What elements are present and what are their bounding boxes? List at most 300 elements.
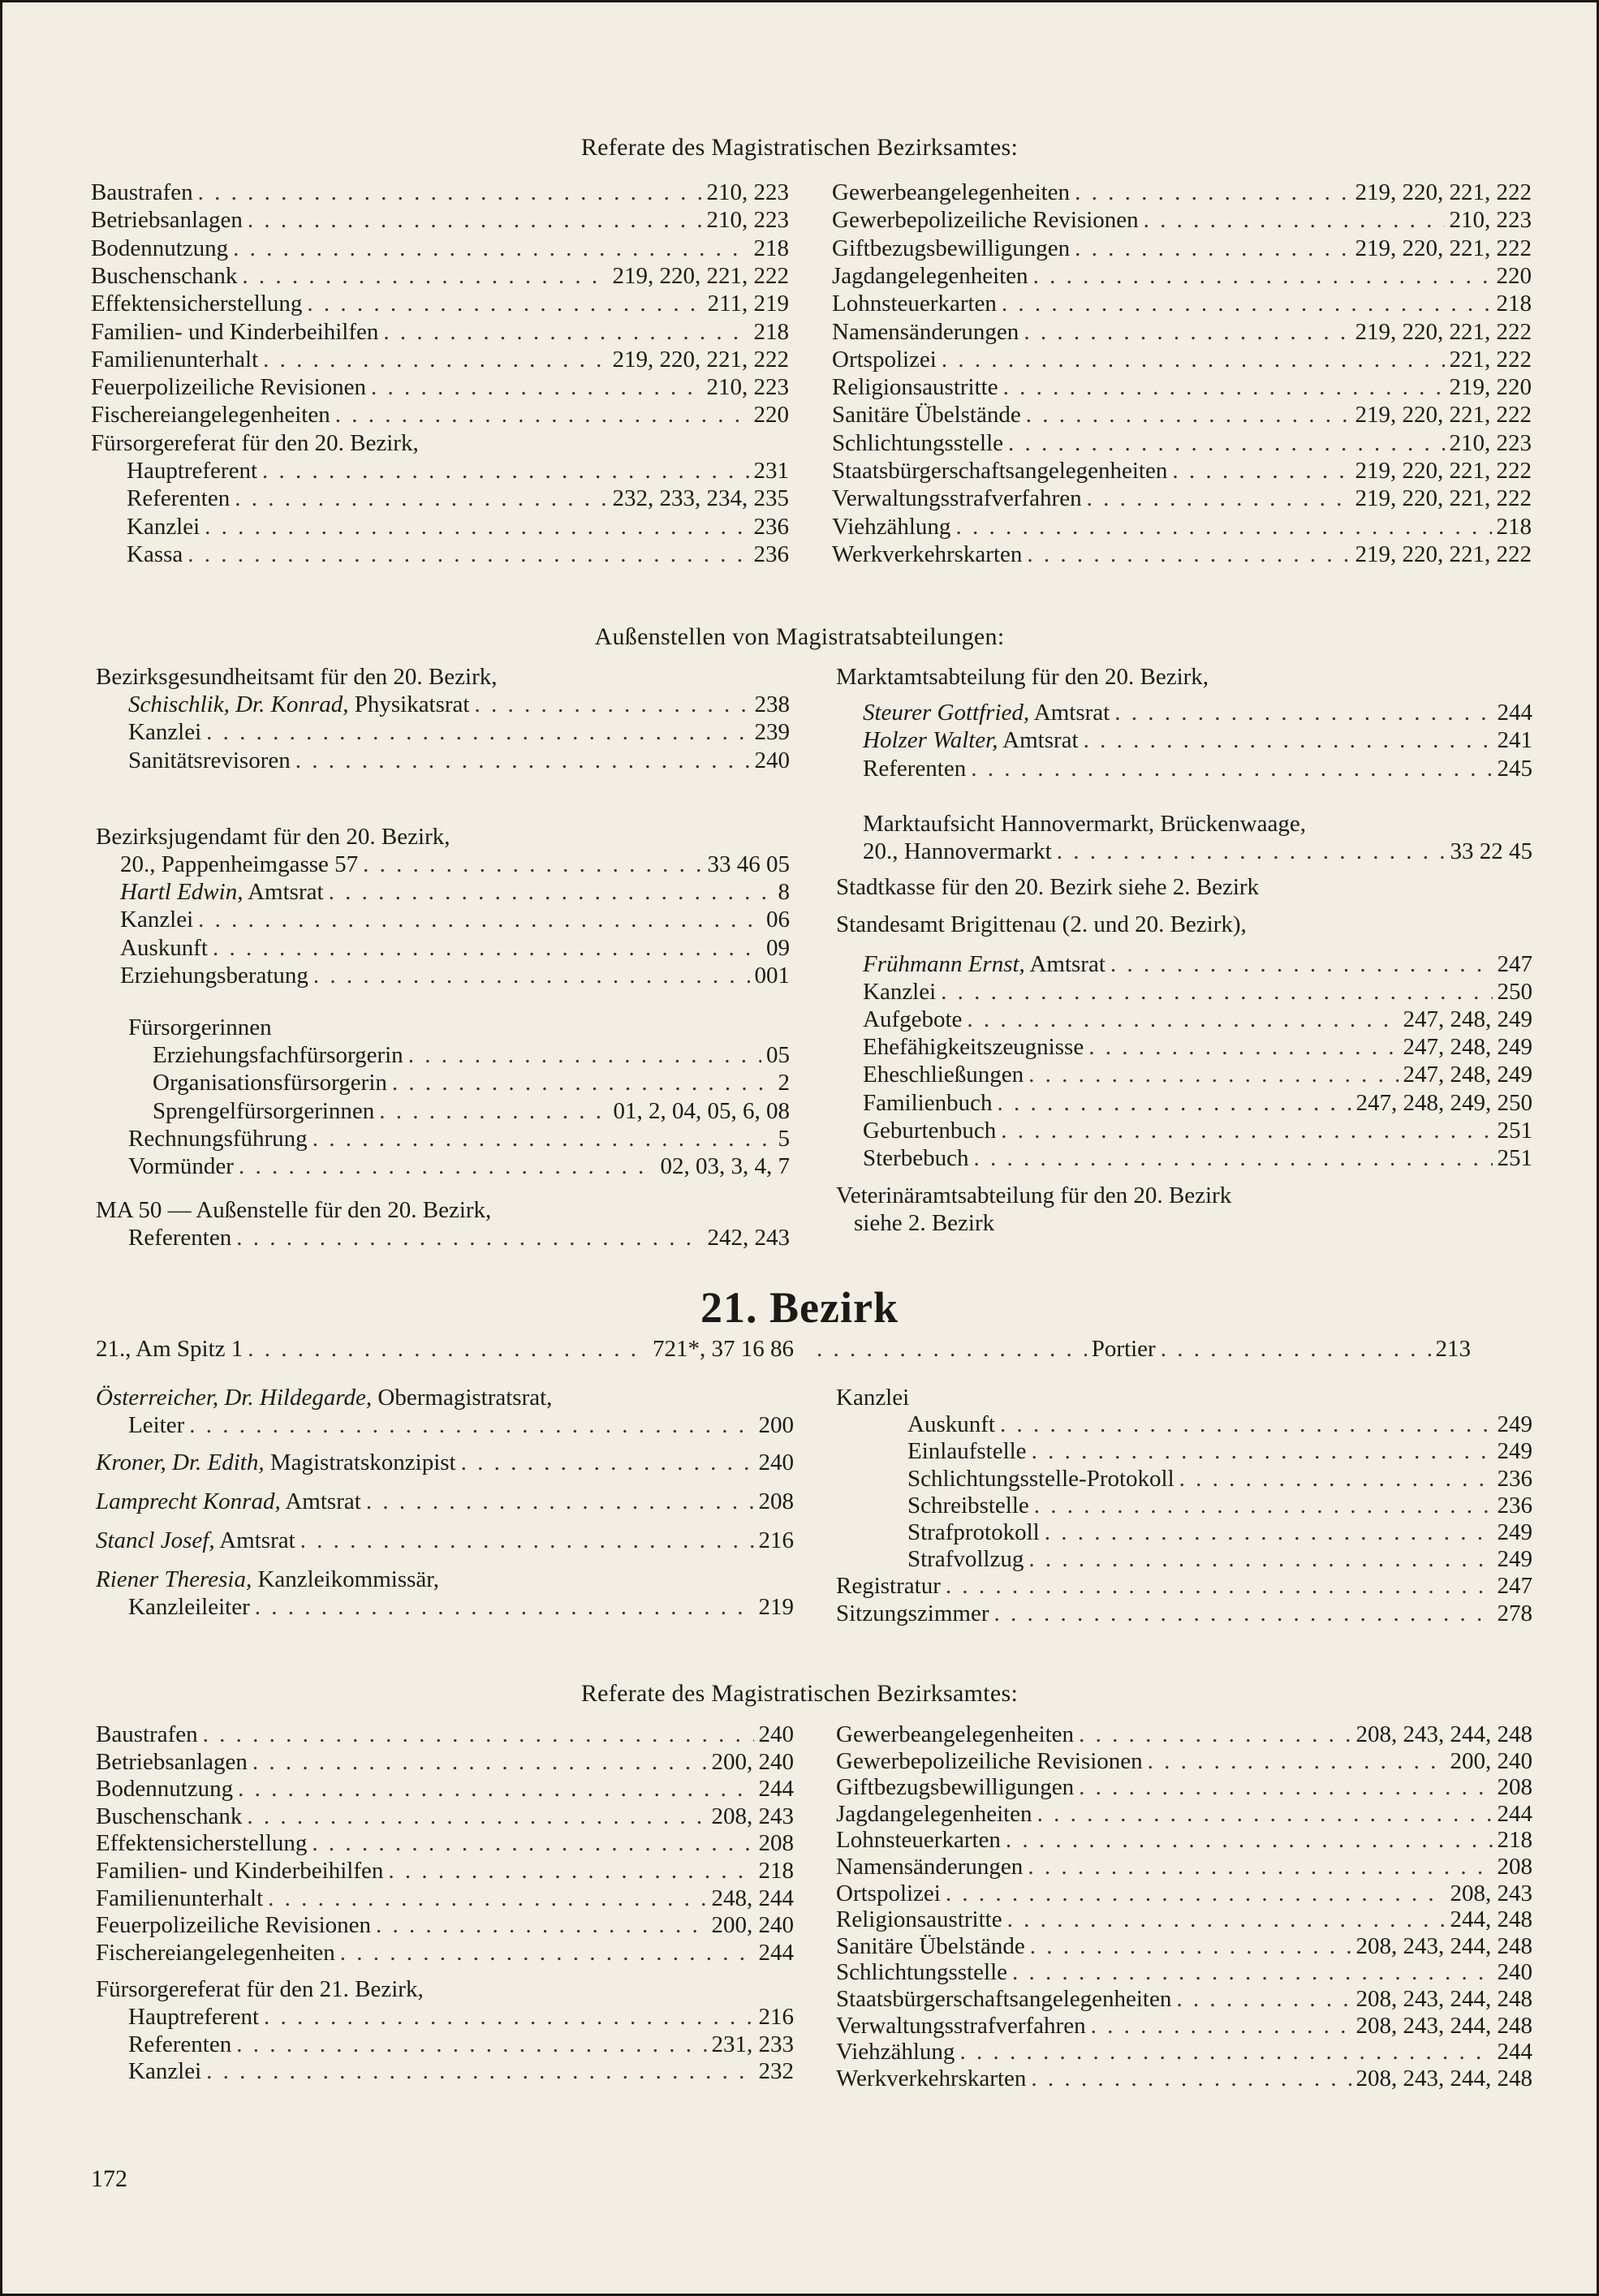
entry-label: Fischereiangelegenheiten (91, 402, 330, 428)
directory-entry (836, 1773, 1532, 1801)
directory-entry (96, 1721, 794, 1748)
entry-label: Erziehungsberatung (120, 963, 308, 989)
entry-value: 236 (1497, 1466, 1532, 1492)
leader-dots (1002, 290, 1492, 317)
entry-value: 232, 233, 234, 235 (612, 485, 789, 511)
leader-dots (1026, 401, 1351, 429)
entry-value: 218 (1497, 1827, 1532, 1853)
entry-value: 240 (758, 1450, 794, 1475)
entry-label: Feuerpolizeiliche Revisionen (96, 1912, 372, 1938)
directory-entry (96, 1527, 794, 1554)
directory-entry (863, 726, 1532, 754)
entry-label: Bodennutzung (96, 1776, 234, 1802)
entry-title: Magistratskonzipist (264, 1450, 456, 1475)
leader-dots (1161, 1335, 1431, 1363)
directory-entry (96, 1857, 794, 1885)
entry-label: Familienbuch (863, 1090, 993, 1116)
directory-entry (863, 810, 1532, 838)
leader-dots (239, 1152, 656, 1180)
directory-entry (836, 1853, 1532, 1880)
entry-name-italic: Steurer Gottfried, (863, 700, 1030, 726)
directory-entry (863, 838, 1532, 865)
entry-value: 210, 223 (706, 179, 789, 205)
entry-value: 247 (1497, 951, 1532, 977)
directory-entry (836, 1906, 1532, 1933)
directory-entry (96, 663, 790, 691)
entry-value: 244 (758, 1940, 794, 1966)
entry-label: Schlichtungsstelle (836, 1959, 1008, 1985)
leader-dots (236, 1224, 702, 1251)
entry-name-italic: Schischlik, Dr. Konrad, (128, 691, 349, 717)
leader-dots (1075, 179, 1350, 206)
leader-dots (198, 179, 702, 206)
directory-entry (128, 1593, 794, 1621)
directory-entry (120, 962, 790, 989)
directory-entry (832, 373, 1532, 401)
leader-dots (235, 485, 607, 512)
entry-label: Bezirksjugendamt für den 20. Bezirk, (96, 824, 450, 850)
directory-entry (96, 1748, 794, 1776)
entry-value: 01, 2, 04, 05, 6, 08 (613, 1098, 790, 1124)
entry-value: 247, 248, 249 (1403, 1062, 1532, 1088)
entry-value: 210, 223 (1449, 207, 1532, 233)
entry-label: Auskunft (907, 1411, 995, 1437)
leader-dots (1028, 1061, 1398, 1088)
leader-dots (1003, 373, 1445, 401)
leader-dots (242, 262, 607, 290)
entry-label (96, 1384, 552, 1411)
entry-label: Stadtkasse für den 20. Bezirk siehe 2. Bezirk (836, 874, 1260, 900)
entry-label: Baustrafen (91, 179, 193, 205)
entry-value: 33 46 05 (707, 851, 790, 877)
leader-dots (1079, 1721, 1351, 1748)
directory-entry (907, 1545, 1532, 1573)
leader-dots (1045, 1518, 1493, 1546)
directory-entry (96, 1488, 794, 1515)
entry-value: 218 (1496, 514, 1532, 540)
directory-entry (832, 318, 1532, 346)
entry-label: Aufgebote (863, 1006, 963, 1032)
directory-entry (96, 1196, 790, 1224)
directory-entry (832, 401, 1532, 429)
leader-dots (313, 962, 750, 989)
entry-name-italic: Österreicher, Dr. Hildegarde, (96, 1385, 373, 1411)
entry-name-italic: Frühmann Ernst, (863, 951, 1025, 977)
leader-dots (376, 1911, 706, 1939)
leader-dots (1179, 1465, 1493, 1493)
leader-dots (247, 1803, 706, 1830)
entry-label (120, 878, 324, 906)
entry-value: 218 (1496, 291, 1532, 317)
directory-entry (127, 541, 789, 568)
directory-entry (96, 1911, 794, 1939)
entry-value: 251 (1497, 1118, 1532, 1144)
leader-dots (1007, 1906, 1446, 1933)
entry-value: 219, 220, 221, 222 (1355, 319, 1532, 345)
directory-entry (96, 823, 790, 851)
entry-label: MA 50 — Außenstelle für den 20. Bezirk, (96, 1197, 492, 1223)
entry-label: Registratur (836, 1573, 941, 1599)
entry-value: 219, 220, 221, 222 (1355, 485, 1532, 511)
leader-dots (1087, 485, 1351, 512)
leader-dots (307, 290, 702, 317)
entry-label: Kanzlei (863, 979, 937, 1005)
leader-dots (1030, 1932, 1351, 1960)
entry-value: 249 (1497, 1519, 1532, 1545)
entry-value: 09 (766, 935, 790, 961)
leader-dots (955, 513, 1491, 541)
entry-label: Lohnsteuerkarten (836, 1827, 1001, 1853)
entry-value: 236 (753, 514, 789, 540)
leader-dots (1037, 1800, 1493, 1828)
leader-dots (1075, 235, 1350, 262)
entry-title: Amtsrat (243, 879, 324, 905)
entry-label: Staatsbürgerschaftsangelegenheiten (832, 458, 1168, 484)
entry-label: Kanzleileiter (128, 1594, 250, 1620)
leader-dots (340, 1939, 754, 1966)
entry-label: siehe 2. Bezirk (854, 1210, 995, 1236)
directory-entry (96, 1775, 794, 1803)
entry-value: 2 (778, 1070, 790, 1096)
entry-value: 231 (753, 458, 789, 484)
entry-value: 247, 248, 249 (1403, 1034, 1532, 1060)
entry-label: Namensänderungen (836, 1854, 1024, 1880)
entry-value: 251 (1497, 1145, 1532, 1171)
entry-value: 210, 223 (706, 207, 789, 233)
entry-value: 208, 243 (711, 1803, 794, 1829)
entry-title: Obermagistratsrat, (372, 1385, 553, 1411)
leader-dots (461, 1449, 754, 1476)
leader-dots (1031, 2065, 1351, 2092)
entry-label: Marktamtsabteilung für den 20. Bezirk, (836, 664, 1209, 690)
leader-dots (408, 1041, 761, 1069)
leader-dots (388, 1857, 753, 1885)
entry-value: 221, 222 (1449, 347, 1532, 373)
entry-label: Effektensicherstellung (96, 1830, 308, 1856)
referate-heading-20: Referate des Magistratischen Bezirksamtes: (580, 134, 1019, 161)
directory-entry (91, 262, 789, 290)
leader-dots (264, 2003, 753, 2031)
entry-label: Werkverkehrskarten (836, 2066, 1027, 2091)
directory-entry (832, 346, 1532, 373)
leader-dots (236, 2031, 706, 2058)
directory-entry (91, 206, 789, 234)
directory-entry (91, 429, 789, 457)
leader-dots (1148, 1747, 1446, 1775)
entry-value: 240 (758, 1721, 794, 1747)
entry-value: 244 (1497, 1801, 1532, 1827)
leader-dots (1114, 699, 1492, 726)
entry-title: Kanzleikommissär, (252, 1566, 440, 1592)
entry-value: 001 (754, 963, 790, 989)
entry-label (96, 1566, 439, 1593)
entry-label: Fürsorgereferat für den 20. Bezirk, (91, 430, 419, 456)
entry-value: 218 (753, 319, 789, 345)
entry-label: Vormünder (128, 1153, 234, 1179)
entry-name-italic: Lamprecht Konrad, (96, 1488, 281, 1514)
leader-dots (1057, 838, 1446, 865)
entry-value: 236 (753, 541, 789, 567)
entry-label: Kanzlei (128, 2058, 202, 2084)
entry-title: Amtsrat (280, 1488, 361, 1514)
leader-dots (329, 878, 774, 906)
district-21-phone: 721*, 37 16 86 (653, 1336, 794, 1362)
entry-label: Sanitäre Übelstände (832, 402, 1021, 428)
directory-entry (907, 1411, 1532, 1438)
entry-label: Strafprotokoll (907, 1519, 1040, 1545)
leader-dots (1001, 1117, 1492, 1144)
entry-value: 219, 220, 221, 222 (1355, 458, 1532, 484)
leader-dots (262, 457, 748, 485)
entry-title: Amtsrat (998, 727, 1079, 753)
directory-entry (96, 1384, 794, 1411)
leader-dots (1084, 726, 1493, 754)
directory-entry (96, 1939, 794, 1966)
leader-dots (971, 755, 1492, 782)
entry-value: 208 (1497, 1774, 1532, 1800)
entry-value: 232 (758, 2058, 794, 2084)
leader-dots (1144, 206, 1445, 234)
entry-label: Gewerbeangelegenheiten (836, 1721, 1075, 1747)
leader-dots (1110, 950, 1493, 978)
directory-entry (128, 2057, 794, 2085)
directory-entry (832, 541, 1532, 568)
leader-dots (335, 401, 749, 429)
directory-entry (91, 401, 789, 429)
entry-label (863, 726, 1079, 754)
entry-value: 278 (1497, 1600, 1532, 1626)
leader-dots (363, 851, 702, 878)
entry-value: 219, 220, 221, 222 (1355, 541, 1532, 567)
leader-dots (967, 1006, 1398, 1033)
district-21-address: 21., Am Spitz 1 (96, 1336, 244, 1362)
directory-entry (832, 457, 1532, 485)
entry-value: 208, 243, 244, 248 (1355, 1933, 1532, 1959)
entry-label: Schreibstelle (907, 1493, 1029, 1518)
entry-value: 208 (1497, 1854, 1532, 1880)
entry-label: Ehefähigkeitszeugnisse (863, 1034, 1084, 1060)
directory-entry (836, 2012, 1532, 2040)
entry-value: 208, 243 (1450, 1880, 1532, 1906)
directory-entry (836, 1721, 1532, 1748)
entry-title: Physikatsrat (348, 691, 470, 717)
entry-value: 231, 233 (711, 2031, 794, 2057)
entry-value: 220 (753, 402, 789, 428)
entry-label: Schlichtungsstelle (832, 430, 1004, 456)
referate-heading-21: Referate des Magistratischen Bezirksamtes: (580, 1680, 1019, 1707)
district-21-portier-value: 213 (1435, 1336, 1471, 1362)
directory-entry (120, 934, 790, 962)
entry-value: 06 (766, 907, 790, 933)
entry-label: Werkverkehrskarten (832, 541, 1023, 567)
leader-dots (1028, 1545, 1492, 1573)
leader-dots (392, 1069, 774, 1096)
directory-entry (127, 513, 789, 541)
entry-label: Leiter (128, 1412, 185, 1438)
entry-label: Ortspolizei (832, 347, 937, 373)
directory-entry (836, 1932, 1532, 1960)
entry-label: Lohnsteuerkarten (832, 291, 997, 317)
directory-entry (128, 1125, 790, 1152)
entry-label: Namensänderungen (832, 319, 1019, 345)
entry-value: 247, 248, 249, 250 (1355, 1090, 1532, 1116)
directory-entry (96, 1829, 794, 1857)
directory-entry (96, 1449, 794, 1476)
entry-label: Kanzlei (128, 719, 202, 745)
entry-value: 219, 220, 221, 222 (612, 263, 789, 289)
entry-label: Sanitäre Übelstände (836, 1933, 1025, 1959)
entry-value: 249 (1497, 1546, 1532, 1572)
leader-dots (198, 906, 761, 933)
entry-label: Religionsaustritte (832, 374, 998, 400)
entry-label: Baustrafen (96, 1721, 198, 1747)
entry-label (863, 699, 1110, 726)
entry-label: Familien- und Kinderbeihilfen (96, 1858, 384, 1884)
directory-entry (863, 1089, 1532, 1117)
leader-dots (1034, 1492, 1493, 1519)
entry-value: 219, 220, 221, 222 (1355, 179, 1532, 205)
entry-value: 236 (1497, 1493, 1532, 1518)
entry-value: 219 (758, 1594, 794, 1620)
entry-value: 244 (1497, 700, 1532, 726)
entry-label: Ortspolizei (836, 1880, 941, 1906)
directory-entry (836, 1572, 1532, 1600)
directory-entry (836, 911, 1532, 938)
leader-dots (1027, 541, 1350, 568)
directory-entry (907, 1437, 1532, 1465)
directory-entry (91, 179, 789, 206)
directory-entry (153, 1097, 790, 1125)
entry-label: Hauptreferent (127, 458, 258, 484)
leader-dots (817, 1335, 1087, 1363)
leader-dots (946, 1572, 1493, 1600)
directory-entry (863, 1117, 1532, 1144)
directory-entry (128, 718, 790, 746)
leader-dots (312, 1125, 774, 1152)
directory-entry (836, 1880, 1532, 1907)
directory-entry (832, 290, 1532, 317)
entry-value: 208, 243, 244, 248 (1355, 1986, 1532, 2012)
entry-value: 02, 03, 3, 4, 7 (660, 1153, 790, 1179)
entry-value: 249 (1497, 1438, 1532, 1464)
leader-dots (213, 934, 761, 962)
entry-title: Amtsrat (1024, 951, 1106, 977)
directory-entry (907, 1518, 1532, 1546)
entry-label: Sanitätsrevisoren (128, 747, 291, 773)
entry-title: Amtsrat (214, 1527, 295, 1553)
directory-entry (836, 663, 1532, 691)
directory-entry (120, 851, 790, 878)
entry-value: 245 (1497, 756, 1532, 782)
leader-dots (997, 1089, 1351, 1117)
entry-value: 208 (758, 1830, 794, 1856)
entry-value: 208, 243, 244, 248 (1355, 2066, 1532, 2091)
leader-dots (1032, 1437, 1493, 1465)
entry-value: 211, 219 (707, 291, 789, 317)
directory-entry (836, 1384, 1532, 1411)
entry-value: 247 (1497, 1573, 1532, 1599)
leader-dots (1088, 1033, 1398, 1061)
entry-value: 218 (753, 235, 789, 261)
directory-entry (832, 485, 1532, 512)
page-number: 172 (91, 2165, 127, 2192)
leader-dots (1079, 1773, 1492, 1801)
entry-label: Jagdangelegenheiten (832, 263, 1028, 289)
directory-entry (863, 699, 1532, 726)
entry-value: 247, 248, 249 (1403, 1006, 1532, 1032)
directory-entry (128, 1014, 790, 1041)
entry-label: Standesamt Brigittenau (2. und 20. Bezirk), (836, 911, 1247, 937)
entry-label: Fürsorgerinnen (128, 1014, 272, 1040)
entry-label: Referenten (127, 485, 231, 511)
leader-dots (1033, 262, 1492, 290)
leader-dots (1024, 318, 1350, 346)
entry-value: 248, 244 (711, 1885, 794, 1911)
leader-dots (189, 1411, 753, 1439)
directory-entry (863, 1061, 1532, 1088)
leader-dots (300, 1527, 754, 1554)
entry-title: Amtsrat (1029, 700, 1110, 726)
entry-name-italic: Holzer Walter, (863, 727, 998, 753)
entry-label: Staatsbürgerschaftsangelegenheiten (836, 1986, 1172, 2012)
entry-value: 238 (754, 691, 790, 717)
entry-value: 218 (758, 1858, 794, 1884)
entry-label: Effektensicherstellung (91, 291, 303, 317)
entry-label: Verwaltungsstrafverfahren (836, 2013, 1086, 2039)
entry-label: Gewerbepolizeiliche Revisionen (836, 1748, 1143, 1774)
directory-entry (863, 950, 1532, 978)
entry-label: Giftbezugsbewilligungen (836, 1774, 1075, 1800)
entry-value: 250 (1497, 979, 1532, 1005)
directory-entry (836, 1985, 1532, 2013)
directory-entry (836, 1800, 1532, 1828)
directory-entry (836, 2065, 1532, 2092)
directory-entry (91, 235, 789, 262)
leader-dots (206, 2057, 753, 2085)
entry-label: Referenten (863, 756, 967, 782)
entry-label: Sitzungszimmer (836, 1600, 989, 1626)
directory-entry (832, 235, 1532, 262)
entry-value: 208, 243, 244, 248 (1355, 2013, 1532, 2039)
entry-label: Betriebsanlagen (91, 207, 243, 233)
entry-label: Buschenschank (91, 263, 238, 289)
directory-entry (96, 1566, 794, 1593)
directory-entry (832, 513, 1532, 541)
directory-entry (836, 1958, 1532, 1986)
leader-dots (1012, 1958, 1492, 1986)
entry-value: 8 (778, 879, 790, 905)
directory-entry (832, 429, 1532, 457)
entry-label: Kanzlei (836, 1385, 910, 1411)
entry-label: Kanzlei (120, 907, 194, 933)
leader-dots (1028, 1853, 1492, 1880)
leader-dots (1176, 1985, 1351, 2013)
directory-entry (863, 1006, 1532, 1033)
entry-label: Hauptreferent (128, 2004, 260, 2030)
entry-label: Jagdangelegenheiten (836, 1801, 1032, 1827)
entry-value: 244 (758, 1776, 794, 1802)
leader-dots (248, 206, 702, 234)
directory-entry (128, 747, 790, 774)
directory-entry (128, 1152, 790, 1180)
directory-entry (863, 1033, 1532, 1061)
leader-dots (1008, 429, 1444, 457)
entry-value: 220 (1496, 263, 1532, 289)
entry-value: 249 (1497, 1411, 1532, 1437)
entry-label: Familienunterhalt (96, 1885, 264, 1911)
leader-dots (941, 978, 1492, 1006)
district-21-portier-row (812, 1335, 1471, 1363)
